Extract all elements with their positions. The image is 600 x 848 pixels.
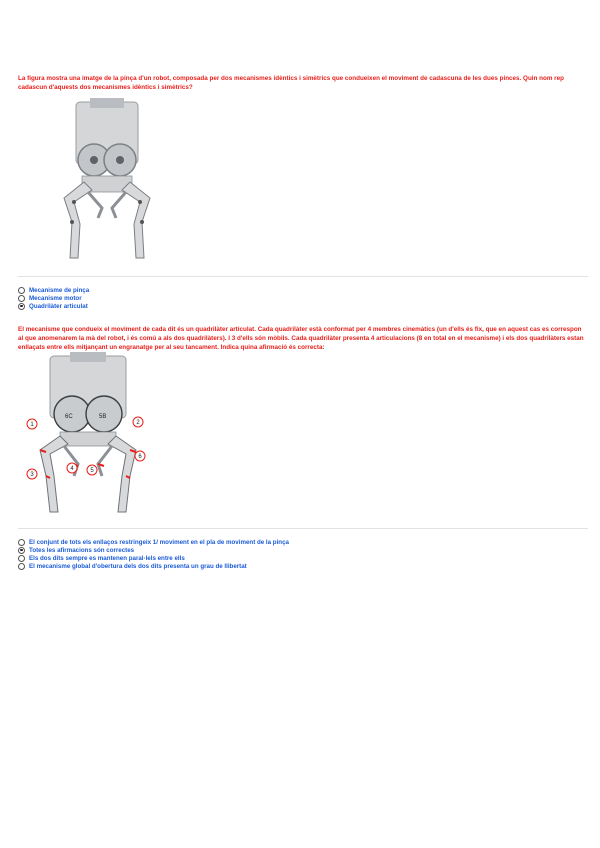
svg-text:2: 2 xyxy=(136,420,140,426)
divider-1 xyxy=(18,276,588,277)
svg-text:5B: 5B xyxy=(99,414,107,420)
question-1-prompt: La figura mostra una imatge de la pinça d'un robot, composada per dos mecanismes idèntics i simètrics que condueixen el moviment de cadascuna de les dues pinces. Quin nom rep cadascun d'aquests dos mecanismes idèntics i simètrics? xyxy=(18,75,564,91)
option-label: Quadrilàter articulat xyxy=(29,302,88,310)
question-2-prompt: El mecanisme que condueix el moviment de cada dit és un quadrilàter articulat. Cada quadrilàter està conformat per 4 membres cinemàtics (un d'ells és fix, que en aquest cas es correspon al que anomenarem la mà del robot, i és comú a als dos quadrilàters). I 3 d'ells són mòbils. Cada quadrilàter presenta 4 articulacions (8 en total en el mecanisme) i els dos quadrilàters estan enllaçats entre ells mitjançant un engranatge per al seu tancament. Indica quina afirmació és correcta: xyxy=(18,326,584,351)
question-2-options xyxy=(18,538,289,570)
q1-option-3[interactable] xyxy=(18,302,89,310)
radio-checked-icon[interactable] xyxy=(18,303,25,310)
radio-unchecked-icon[interactable] xyxy=(18,295,25,302)
q1-option-1[interactable] xyxy=(18,286,89,294)
radio-unchecked-icon[interactable] xyxy=(18,539,25,546)
radio-unchecked-icon[interactable] xyxy=(18,555,25,562)
svg-text:4: 4 xyxy=(70,466,74,472)
option-label: El conjunt de tots els enllaços restringeix 1/ moviment en el pla de moviment de la pinça xyxy=(29,538,289,546)
gripper-diagram-2 xyxy=(20,352,160,527)
svg-text:5: 5 xyxy=(90,468,94,474)
option-label: El mecanisme global d'obertura dels dos dits presenta un grau de llibertat xyxy=(29,562,247,570)
svg-text:1: 1 xyxy=(30,422,34,428)
q2-option-3[interactable] xyxy=(18,554,289,562)
svg-text:6C: 6C xyxy=(65,414,73,420)
svg-text:3: 3 xyxy=(30,472,34,478)
option-label: Mecanisme de pinça xyxy=(29,286,90,294)
option-label: Totes les afirmacions són correctes xyxy=(29,546,135,554)
q2-option-2[interactable] xyxy=(18,546,289,554)
q1-option-2[interactable] xyxy=(18,294,89,302)
option-label: Mecanisme motor xyxy=(29,294,82,302)
radio-checked-icon[interactable] xyxy=(18,547,25,554)
radio-unchecked-icon[interactable] xyxy=(18,287,25,294)
divider-2 xyxy=(18,528,588,529)
option-label: Els dos dits sempre es mantenen paral·lels entre ells xyxy=(29,554,185,562)
gripper-photo-1 xyxy=(58,98,158,269)
radio-unchecked-icon[interactable] xyxy=(18,563,25,570)
svg-text:6: 6 xyxy=(138,454,142,460)
question-1-options xyxy=(18,286,89,310)
q2-option-4[interactable] xyxy=(18,562,289,570)
q2-option-1[interactable] xyxy=(18,538,289,546)
